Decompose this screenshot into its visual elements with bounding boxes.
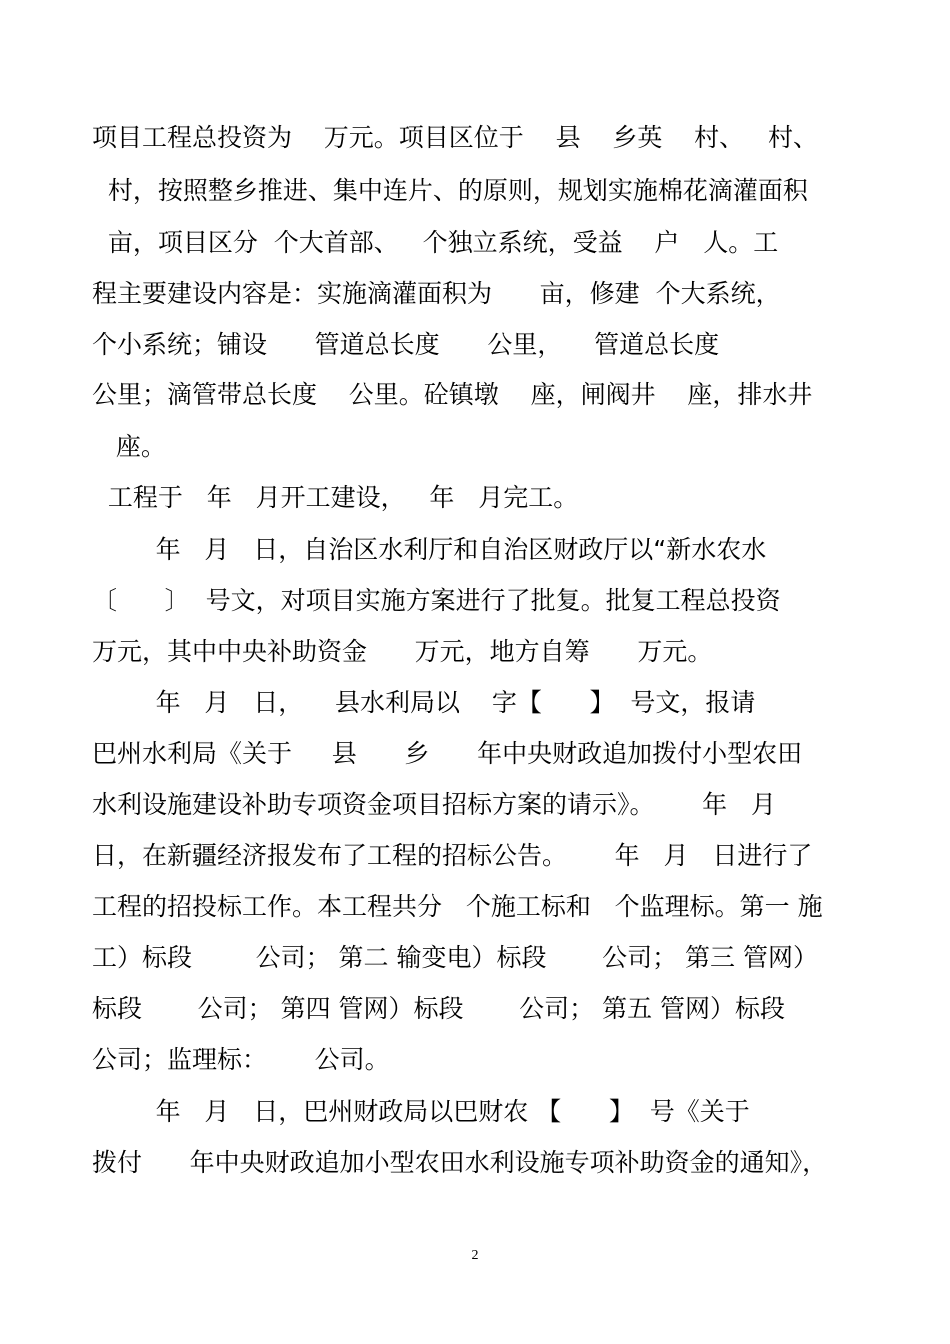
text-line: 程主要建设内容是：实施滴灌面积为 亩，修建 个大系统，	[92, 279, 781, 308]
text-line: 工）标段 公司； 第二 输变电）标段 公司； 第三 管网）	[92, 943, 818, 972]
text-line: 水利设施建设补助专项资金项目招标方案的请示》。 年 月	[92, 790, 777, 819]
text-line: 巴州水利局《关于 县 乡 年中央财政追加拨付小型农田	[92, 739, 803, 768]
text-line: 〔 〕 号文，对项目实施方案进行了批复。批复工程总投资	[92, 586, 781, 615]
text-line: 个小系统；铺设 管道总长度 公里， 管道总长度	[92, 330, 720, 359]
text-line: 年 月 日，巴州财政局以巴财农 【 】 号《关于	[92, 1097, 750, 1126]
text-line: 标段 公司； 第四 管网）标段 公司； 第五 管网）标段	[92, 994, 786, 1023]
text-line: 村，按照整乡推进、集中连片、的原则，规划实施棉花滴灌面积	[92, 176, 808, 205]
text-line: 公司；监理标： 公司。	[92, 1045, 390, 1074]
text-line: 万元，其中中央补助资金 万元，地方自筹 万元。	[92, 637, 713, 666]
text-line: 座。	[92, 432, 166, 461]
text-line: 公里；滴管带总长度 公里。砼镇墩 座，闸阀井 座，排水井	[92, 380, 813, 409]
page-number: 2	[471, 1248, 479, 1263]
text-line: 工程于 年 月开工建设， 年 月完工。	[92, 483, 579, 512]
text-line: 亩，项目区分 个大首部、 个独立系统，受益 户 人。工	[92, 228, 779, 257]
text-line: 年 月 日，自治区水利厅和自治区财政厅以“新水农水	[92, 535, 767, 564]
text-line: 年 月 日， 县水利局以 字【 】 号文，报请	[92, 688, 756, 717]
text-line: 项目工程总投资为 万元。项目区位于 县 乡英 村、 村、	[92, 123, 818, 152]
text-line: 工程的招投标工作。本工程共分 个施工标和 个监理标。第一 施	[92, 892, 823, 921]
text-line: 日，在新疆经济报发布了工程的招标公告。 年 月 日进行了	[92, 841, 813, 870]
text-line: 拨付 年中央财政追加小型农田水利设施专项补助资金的通知》，	[92, 1148, 828, 1177]
